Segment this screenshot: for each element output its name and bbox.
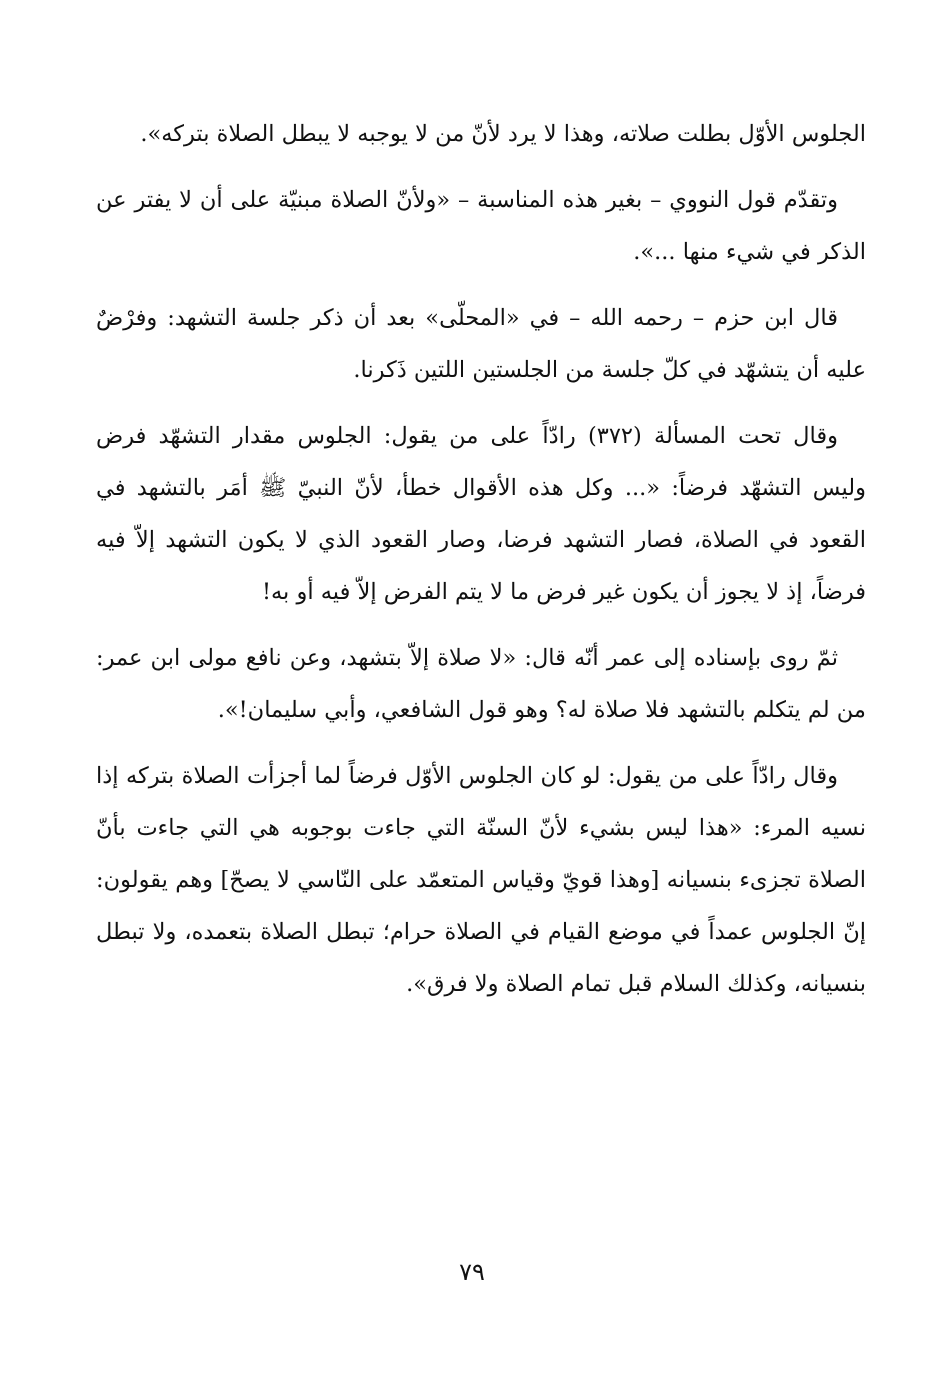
paragraph-4: وقال تحت المسألة (٣٧٢) رادّاً على من يقول: الجلوس مقدار التشهّد فرض وليس التشهّد فرضاً: «... وكل هذه الأقوال خطأ، لأنّ النبيّ ﷺ أمَر بالتشهد في القعود في الصلاة، فصار التشهد فرضا، وصار القعود الذي لا يكون التشهد إلاّ فيه فرضاً، إذ لا يجوز أن يكون غير فرض ما لا يتم الفرض إلاّ فيه أو به! (96, 423, 866, 605)
page-body (96, 108, 866, 1024)
paragraph-6: وقال رادّاً على من يقول: لو كان الجلوس الأوّل فرضاً لما أجزأت الصلاة بتركه إذا نسيه المرء: «هذا ليس بشيء لأنّ السنّة التي جاءت بوجوبه هي التي جاءت بأنّ الصلاة تجزىء بنسيانه [وهذا قويّ وقياس المتعمّد على النّاسي لا يصحّ] وهم يقولون: إنّ الجلوس عمداً في موضع القيام في الصلاة حرام؛ تبطل الصلاة بتعمده، ولا تبطل بنسيانه، وكذلك السلام قبل تمام الصلاة ولا فرق». (96, 763, 866, 997)
paragraph-5: ثمّ روى بإسناده إلى عمر أنّه قال: «لا صلاة إلاّ بتشهد، وعن نافع مولى ابن عمر: من لم يتكلم بالتشهد فلا صلاة له؟ وهو قول الشافعي، وأبي سليمان!». (96, 645, 866, 723)
paragraph-2: وتقدّم قول النووي – بغير هذه المناسبة – «ولأنّ الصلاة مبنيّة على أن لا يفتر عن الذكر في شيء منها ...». (96, 187, 866, 265)
paragraph-3: قال ابن حزم – رحمه الله – في «المحلّى» بعد أن ذكر جلسة التشهد: وفرْضٌ عليه أن يتشهّد في كلّ جلسة من الجلستين اللتين ذَكرنا. (96, 305, 866, 383)
page-number: ٧٩ (459, 1258, 485, 1286)
paragraph-1: الجلوس الأوّل بطلت صلاته، وهذا لا يرد لأنّ من لا يوجبه لا يبطل الصلاة بتركه». (140, 121, 866, 147)
